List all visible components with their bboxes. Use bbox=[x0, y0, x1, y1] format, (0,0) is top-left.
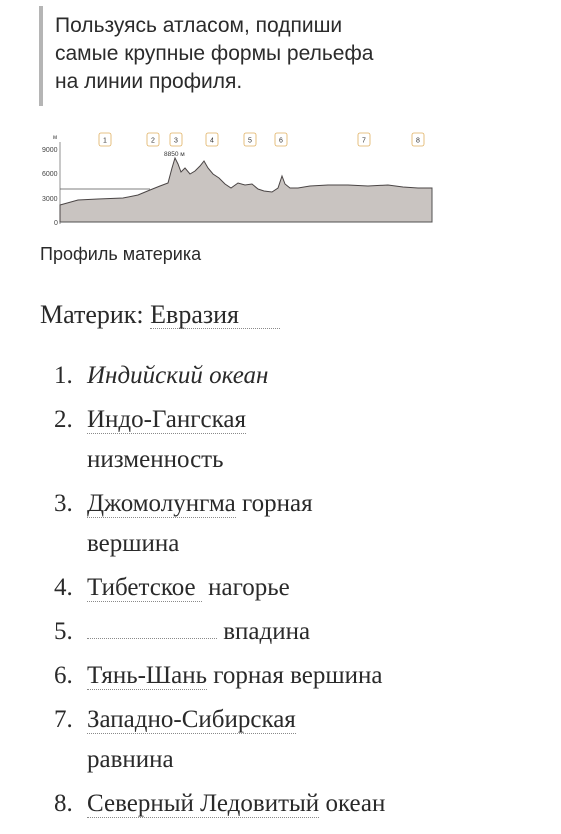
continent-answer: Евразия bbox=[150, 302, 280, 329]
task-line: самые крупные формы рельефа bbox=[55, 42, 374, 65]
item-number: 4. bbox=[54, 574, 73, 601]
item-number: 7. bbox=[54, 706, 73, 733]
item-answer-continued: вершина bbox=[87, 530, 180, 557]
item-answer: Индо-Гангская bbox=[87, 406, 246, 433]
item-number: 5. bbox=[54, 618, 73, 645]
svg-text:6: 6 bbox=[279, 137, 283, 145]
continent-profile-diagram bbox=[38, 128, 438, 230]
item-answer: Тянь-Шань bbox=[87, 662, 208, 689]
svg-text:4: 4 bbox=[210, 137, 214, 145]
peak-label: 8850 м bbox=[164, 151, 185, 158]
continent-label: Материк: bbox=[40, 300, 144, 329]
task-quote bbox=[39, 6, 443, 106]
item-number: 1. bbox=[54, 362, 73, 389]
item-answer-continued: низменность bbox=[87, 446, 224, 473]
item-number: 2. bbox=[54, 406, 73, 433]
profile-marker bbox=[358, 133, 370, 146]
y-unit: м bbox=[52, 135, 58, 141]
item-answer: Западно-Сибирская bbox=[87, 706, 296, 733]
item-answer-blank bbox=[87, 612, 217, 639]
y-tick: 6000 bbox=[42, 171, 58, 178]
item-answer: Джомолунгма bbox=[87, 490, 236, 517]
svg-text:7: 7 bbox=[362, 137, 366, 145]
answer-list bbox=[50, 356, 550, 824]
svg-text:8: 8 bbox=[416, 137, 420, 145]
task-text bbox=[55, 12, 373, 96]
list-item bbox=[50, 656, 550, 696]
list-item bbox=[50, 784, 550, 824]
item-answer: Тибетское bbox=[87, 574, 202, 601]
profile-marker bbox=[99, 133, 111, 146]
profile-marker bbox=[170, 133, 182, 146]
item-number: 6. bbox=[54, 662, 73, 689]
list-item bbox=[50, 356, 550, 396]
continent-line bbox=[40, 298, 280, 332]
list-item bbox=[50, 612, 550, 652]
item-answer-continued: равнина bbox=[87, 746, 174, 773]
list-item bbox=[50, 568, 550, 608]
svg-text:1: 1 bbox=[103, 137, 107, 145]
profile-marker bbox=[275, 133, 287, 146]
list-item bbox=[50, 400, 550, 480]
task-line: Пользуясь атласом, подпиши bbox=[55, 14, 343, 37]
svg-text:2: 2 bbox=[151, 137, 155, 145]
item-suffix: нагорье bbox=[208, 574, 290, 601]
profile-marker bbox=[244, 133, 256, 146]
profile-caption: Профиль материка bbox=[40, 244, 202, 264]
item-answer: Северный Ледовитый bbox=[87, 790, 320, 817]
item-suffix: горная вершина bbox=[213, 662, 383, 689]
task-line: на линии профиля. bbox=[55, 70, 243, 93]
item-suffix: впадина bbox=[223, 618, 311, 645]
profile-marker bbox=[412, 133, 424, 146]
item-answer: Индийский океан bbox=[87, 362, 269, 389]
y-tick: 9000 bbox=[42, 147, 58, 154]
profile-marker bbox=[147, 133, 159, 146]
terrain-profile bbox=[60, 158, 432, 222]
y-tick: 3000 bbox=[42, 196, 58, 203]
item-number: 8. bbox=[54, 790, 73, 817]
list-item bbox=[50, 484, 550, 564]
item-suffix: горная bbox=[242, 490, 313, 517]
list-item bbox=[50, 700, 550, 780]
svg-text:5: 5 bbox=[248, 137, 252, 145]
profile-marker bbox=[206, 133, 218, 146]
item-suffix: океан bbox=[325, 790, 386, 817]
y-tick: 0 bbox=[54, 220, 58, 227]
svg-text:3: 3 bbox=[174, 137, 178, 145]
item-number: 3. bbox=[54, 490, 73, 517]
